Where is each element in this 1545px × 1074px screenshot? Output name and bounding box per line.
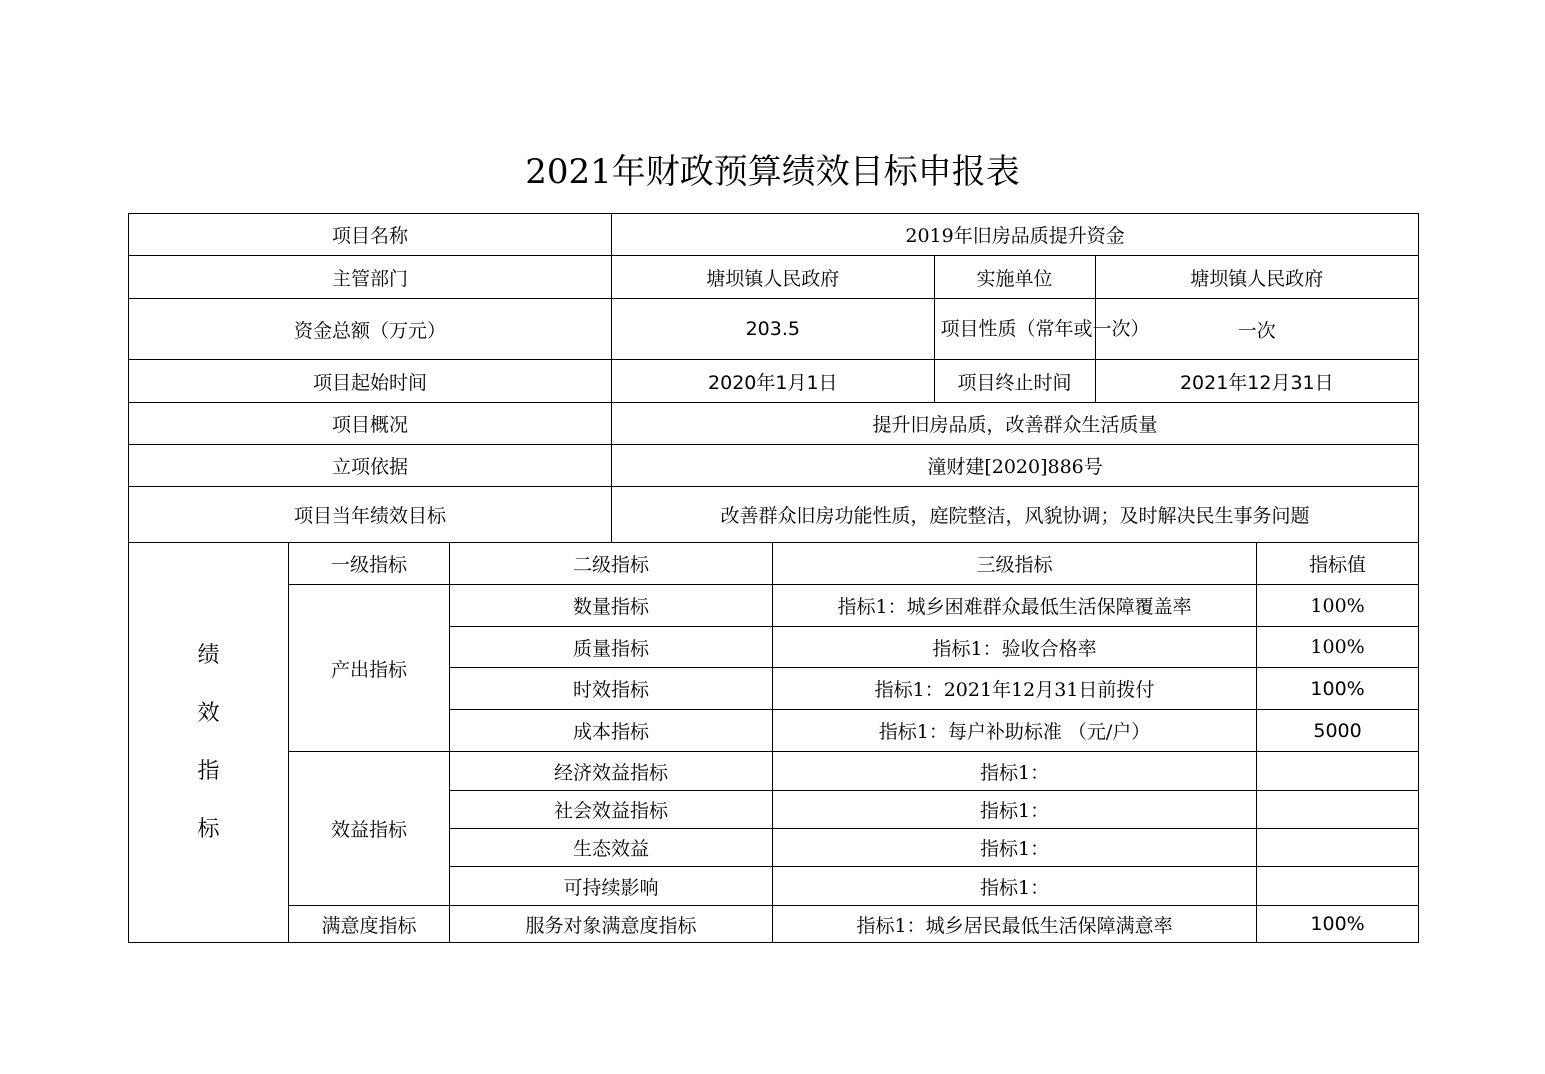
value-cell xyxy=(1257,829,1419,867)
goal-label: 项目当年绩效目标 xyxy=(129,487,612,543)
row-basis xyxy=(129,445,1419,487)
header-level1: 一级指标 xyxy=(289,543,450,585)
goal-value: 改善群众旧房功能性质，庭院整洁，风貌协调；及时解决民生事务问题 xyxy=(612,487,1419,543)
level2-cell: 社会效益指标 xyxy=(450,791,773,829)
table-row xyxy=(129,906,1419,943)
value-cell: 100% xyxy=(1257,585,1419,627)
level2-cell: 质量指标 xyxy=(450,627,773,668)
dept-value-text: 塘坝镇人民政府 xyxy=(612,256,934,298)
header-level3: 三级指标 xyxy=(773,543,1257,585)
nature-label: 项目性质（常年或一次） xyxy=(934,299,1095,359)
overview-label: 项目概况 xyxy=(129,403,612,445)
row-overview xyxy=(129,403,1419,445)
level3-cell: 指标1： xyxy=(773,791,1257,829)
value-cell: 100% xyxy=(1257,906,1419,943)
level2-cell: 可持续影响 xyxy=(450,867,773,906)
overview-value: 提升旧房品质，改善群众生活质量 xyxy=(612,403,1419,445)
end-value: 2021年12月31日 xyxy=(1179,371,1334,394)
level2-cell: 成本指标 xyxy=(450,710,773,752)
impl-label: 实施单位 xyxy=(934,256,1095,298)
header-value: 指标值 xyxy=(1257,543,1419,585)
level3-cell: 指标1： xyxy=(773,829,1257,867)
table-row xyxy=(129,585,1419,627)
benefit-indicator-label: 效益指标 xyxy=(289,752,450,906)
level3-cell: 指标1：城乡居民最低生活保障满意率 xyxy=(773,906,1257,943)
level3-cell: 指标1：城乡困难群众最低生活保障覆盖率 xyxy=(773,585,1257,627)
start-value: 2020年1月1日 xyxy=(612,360,934,402)
funds-value: 203.5 xyxy=(612,299,934,359)
indicator-header-row xyxy=(129,543,1419,585)
output-indicator-label: 产出指标 xyxy=(289,585,450,752)
nature-value: 一次 xyxy=(1237,319,1276,342)
value-cell: 5000 xyxy=(1257,710,1419,752)
project-name-value: 2019年旧房品质提升资金 xyxy=(612,214,1419,256)
project-name-label: 项目名称 xyxy=(129,214,612,256)
start-label: 项目起始时间 xyxy=(129,360,612,403)
indicator-section-label: 绩 效 指 标 xyxy=(129,543,289,943)
dept-label: 主管部门 xyxy=(129,256,612,299)
row-funds xyxy=(129,299,1419,360)
level2-cell: 时效指标 xyxy=(450,668,773,710)
value-cell: 100% xyxy=(1257,627,1419,668)
level2-cell: 生态效益 xyxy=(450,829,773,867)
level3-cell: 指标1：验收合格率 xyxy=(773,627,1257,668)
basis-value: 潼财建[2020]886号 xyxy=(612,445,1419,487)
level2-cell: 数量指标 xyxy=(450,585,773,627)
table-row xyxy=(129,752,1419,791)
value-cell xyxy=(1257,791,1419,829)
row-project-name xyxy=(129,214,1419,256)
basis-label: 立项依据 xyxy=(129,445,612,487)
level3-cell: 指标1：每户补助标准 （元/户） xyxy=(773,710,1257,752)
header-level2: 二级指标 xyxy=(450,543,773,585)
level2-cell: 服务对象满意度指标 xyxy=(450,906,773,943)
end-label: 项目终止时间 xyxy=(934,360,1095,402)
satisfaction-indicator-label: 满意度指标 xyxy=(289,906,450,943)
level3-cell: 指标1： xyxy=(773,867,1257,906)
page-title: 2021年财政预算绩效目标申报表 xyxy=(525,152,1020,192)
row-goal xyxy=(129,487,1419,543)
value-cell: 100% xyxy=(1257,668,1419,710)
row-dates xyxy=(129,360,1419,403)
level3-cell: 指标1：2021年12月31日前拨付 xyxy=(773,668,1257,710)
performance-target-form xyxy=(128,213,1419,943)
value-cell xyxy=(1257,752,1419,791)
level3-cell: 指标1： xyxy=(773,752,1257,791)
impl-value: 塘坝镇人民政府 xyxy=(1190,267,1324,290)
level2-cell: 经济效益指标 xyxy=(450,752,773,791)
row-department xyxy=(129,256,1419,299)
funds-label: 资金总额（万元） xyxy=(129,299,612,360)
value-cell xyxy=(1257,867,1419,906)
dept-value xyxy=(612,256,1419,299)
